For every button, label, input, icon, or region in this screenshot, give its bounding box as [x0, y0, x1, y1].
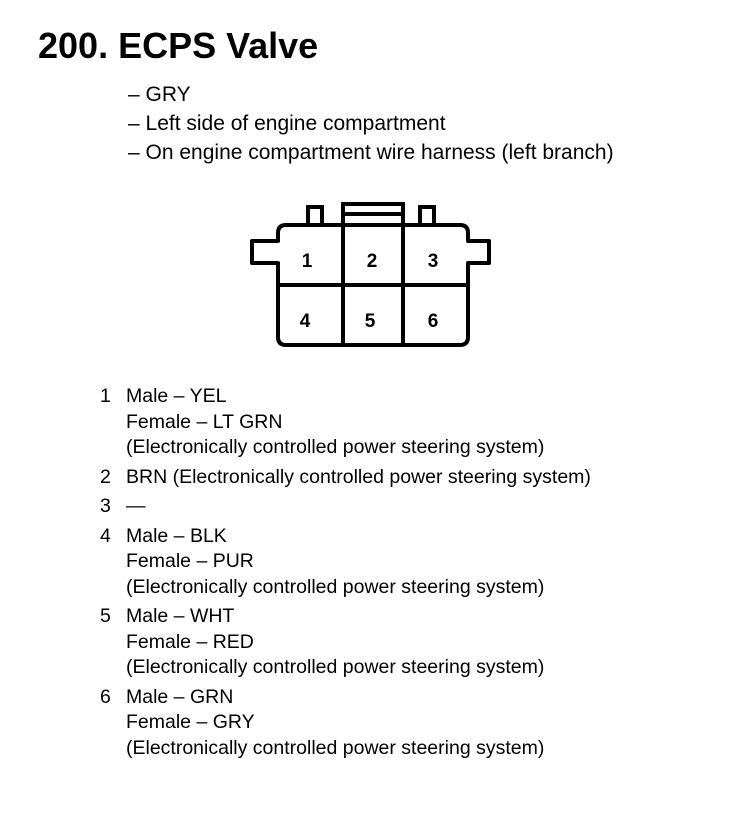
- pin-male-wire: Male – BLK: [126, 524, 227, 547]
- pin-wire: BRN (Electronically controlled power steering system): [126, 465, 591, 488]
- connector-harness: – On engine compartment wire harness (left branch): [128, 141, 614, 164]
- pin-female-wire: Female – PUR: [126, 550, 254, 572]
- cavity-6-label: 6: [427, 311, 439, 332]
- connector-tab-right: [420, 207, 434, 225]
- pin-details: [126, 524, 544, 601]
- pin-details: [126, 685, 544, 762]
- pin-system: (Electronically controlled power steering system): [126, 575, 545, 598]
- connector-location: – Left side of engine compartment: [128, 112, 446, 135]
- pin-female-wire: Female – GRY: [126, 711, 255, 733]
- cavity-3-label: 3: [427, 251, 439, 272]
- connector-info: [128, 80, 614, 167]
- pin-number: 1: [100, 385, 111, 407]
- pin-2: [100, 465, 591, 491]
- pin-number: 6: [100, 685, 111, 708]
- pin-details: [126, 465, 591, 491]
- cavity-5-label: 5: [364, 311, 376, 332]
- pin-system: (Electronically controlled power steering system): [126, 736, 545, 759]
- pin-number: 5: [100, 605, 111, 627]
- connector-color: – GRY: [128, 83, 191, 106]
- pin-4: [100, 524, 591, 601]
- cavity-1-label: 1: [301, 251, 313, 272]
- pin-male-wire: Male – WHT: [126, 605, 235, 627]
- pin-details: [126, 604, 544, 681]
- pin-system: (Electronically controlled power steering system): [126, 656, 545, 678]
- connector-tab-left: [308, 207, 322, 225]
- pin-1: [100, 384, 591, 461]
- pin-list: [100, 384, 591, 765]
- pin-number: 4: [100, 524, 111, 547]
- pin-details: [126, 384, 544, 461]
- pin-details: [126, 494, 146, 520]
- pin-number: 2: [100, 465, 111, 488]
- pin-wire: —: [126, 495, 146, 517]
- pin-5: [100, 604, 591, 681]
- pin-system: (Electronically controlled power steering system): [126, 436, 545, 458]
- pin-3: [100, 494, 591, 520]
- page-title: 200. ECPS Valve: [38, 25, 319, 66]
- pin-6: [100, 685, 591, 762]
- pin-female-wire: Female – LT GRN: [126, 410, 283, 433]
- pin-male-wire: Male – GRN: [126, 685, 234, 708]
- cavity-2-label: 2: [366, 251, 378, 272]
- pin-female-wire: Female – RED: [126, 630, 254, 653]
- cavity-4-label: 4: [299, 311, 311, 332]
- connector-diagram: [249, 201, 497, 351]
- pin-male-wire: Male – YEL: [126, 385, 227, 407]
- pin-number: 3: [100, 495, 111, 517]
